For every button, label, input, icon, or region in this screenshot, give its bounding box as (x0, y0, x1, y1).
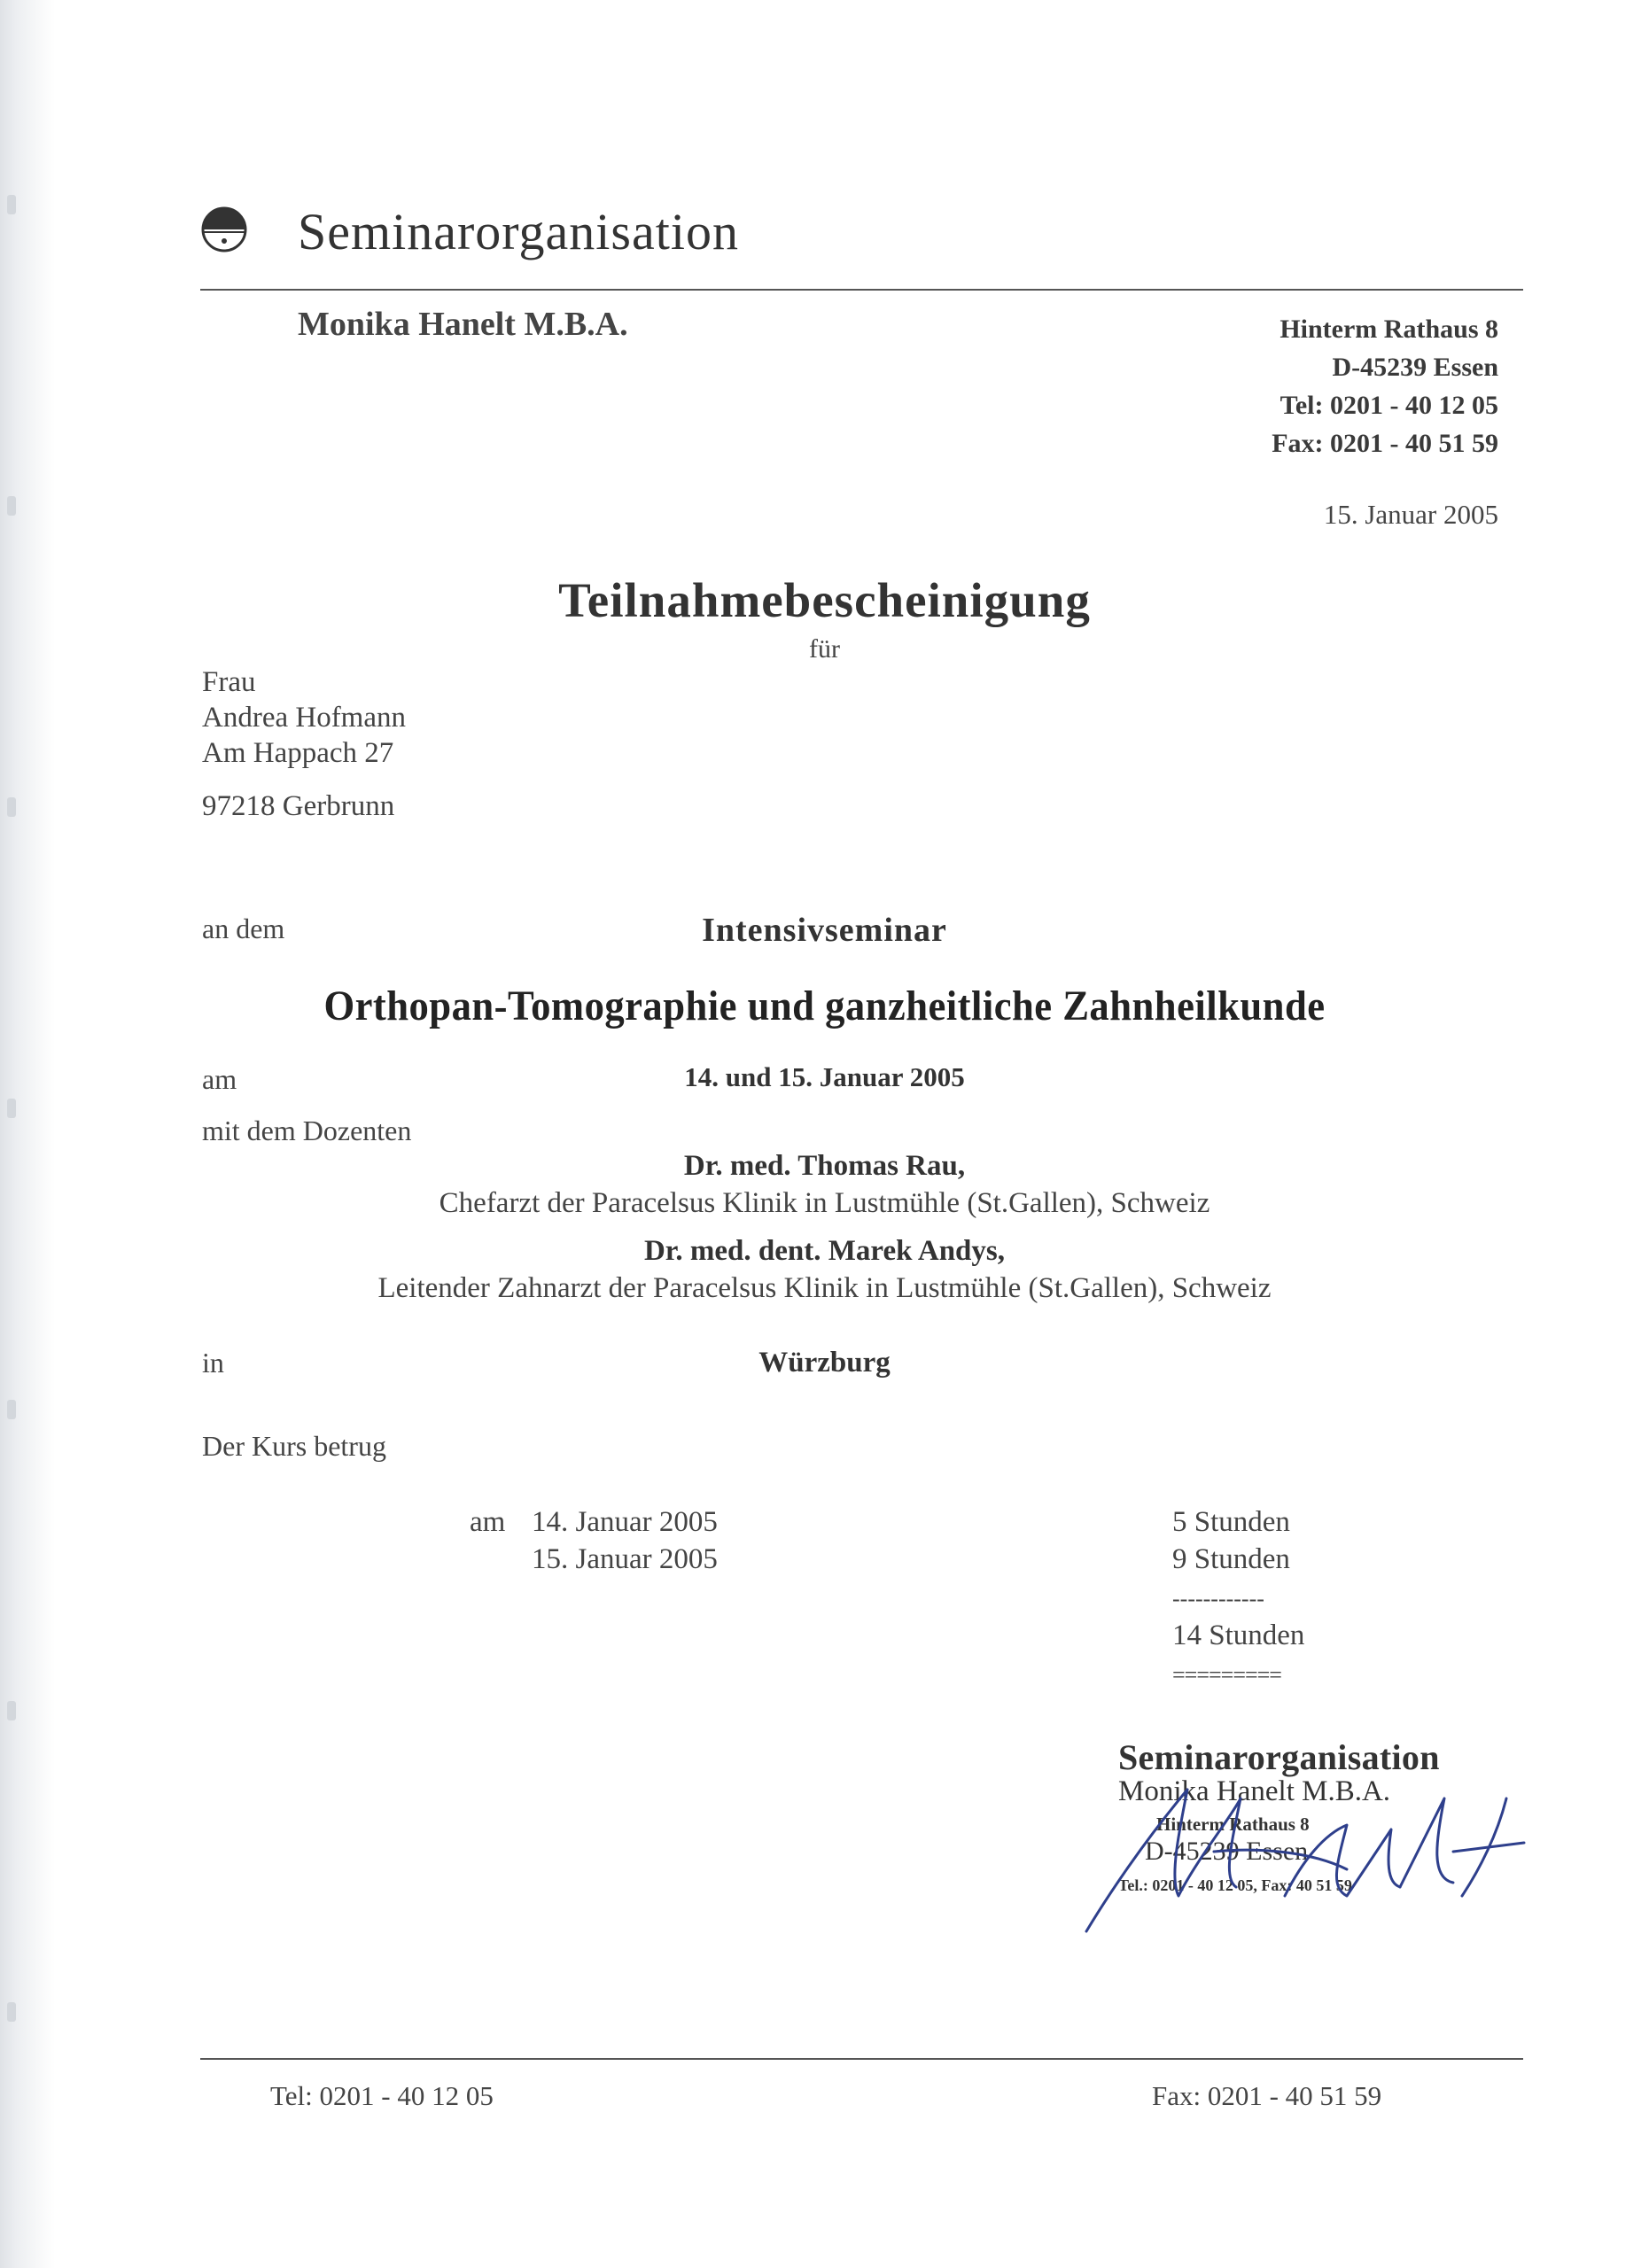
punch-hole (7, 2002, 16, 2022)
schedule-intro: Der Kurs betrug (202, 1430, 386, 1462)
punch-hole (7, 195, 16, 214)
header-rule (200, 289, 1523, 291)
stamp-city: D-45239 Essen (1145, 1837, 1309, 1866)
recipient-name: Andrea Hofmann (202, 702, 407, 734)
stamp-street: Hinterm Rathaus 8 (1156, 1814, 1310, 1835)
schedule-separator: ------------ (1172, 1586, 1264, 1612)
document-date: 15. Januar 2005 (1323, 499, 1498, 530)
stamp-organization: Seminarorganisation (1118, 1737, 1440, 1777)
recipient-city: 97218 Gerbrunn (202, 790, 395, 822)
organization-title: Seminarorganisation (298, 203, 739, 260)
seminar-location: Würzburg (758, 1347, 891, 1379)
document-title: Teilnahmebescheinigung (558, 573, 1091, 627)
footer-phone: Tel: 0201 - 40 12 05 (270, 2080, 494, 2111)
schedule-double-rule: ========= (1172, 1662, 1281, 1688)
title-subtitle: für (809, 634, 840, 664)
punch-hole (7, 1099, 16, 1118)
lecturer-role: Chefarzt der Paracelsus Klinik in Lustmühle (St.Gallen), Schweiz (439, 1187, 1210, 1219)
stamp-phone: Tel.: 0201 - 40 12 05, Fax: 40 51 59 (1118, 1876, 1352, 1894)
handwritten-signature (1081, 1763, 1533, 1940)
label-in: in (202, 1347, 224, 1379)
sender-address (1272, 310, 1498, 462)
punch-hole (7, 1701, 16, 1720)
lecturer-name: Dr. med. dent. Marek Andys, (643, 1235, 1006, 1267)
punch-hole (7, 496, 16, 516)
schedule-hours: 5 Stunden (1172, 1506, 1290, 1538)
schedule-hours: 9 Stunden (1172, 1543, 1290, 1575)
punch-hole (7, 797, 16, 817)
schedule-prefix: am (470, 1506, 506, 1538)
scan-edge (0, 0, 55, 2268)
address-city: D-45239 Essen (1332, 353, 1498, 382)
address-phone: Tel: 0201 - 40 12 05 (1280, 391, 1498, 420)
recipient-street: Am Happach 27 (202, 737, 394, 769)
lecturer-name: Dr. med. Thomas Rau, (683, 1150, 966, 1182)
lecturer-role: Leitender Zahnarzt der Paracelsus Klinik in Lustmühle (St.Gallen), Schweiz (377, 1272, 1272, 1304)
address-street: Hinterm Rathaus 8 (1280, 315, 1498, 344)
schedule-date: 15. Januar 2005 (532, 1543, 718, 1575)
stamp-name: Monika Hanelt M.B.A. (1118, 1775, 1391, 1807)
label-lecturers: mit dem Dozenten (202, 1115, 412, 1146)
seminar-type: Intensivseminar (702, 912, 947, 949)
schedule-total: 14 Stunden (1172, 1619, 1305, 1651)
punch-hole (7, 1400, 16, 1419)
label-am: am (202, 1063, 237, 1095)
seminar-topic: Orthopan-Tomographie und ganzheitliche Zahnheilkunde (323, 983, 1326, 1029)
globe-logo-icon (200, 206, 248, 253)
label-an-dem: an dem (202, 913, 285, 944)
schedule-date: 14. Januar 2005 (532, 1506, 718, 1538)
sender-name: Monika Hanelt M.B.A. (298, 306, 628, 343)
address-fax: Fax: 0201 - 40 51 59 (1272, 429, 1498, 458)
footer-rule (200, 2058, 1523, 2060)
footer-fax: Fax: 0201 - 40 51 59 (1152, 2080, 1382, 2111)
recipient-salutation: Frau (202, 666, 256, 698)
seminar-dates: 14. und 15. Januar 2005 (684, 1061, 965, 1092)
